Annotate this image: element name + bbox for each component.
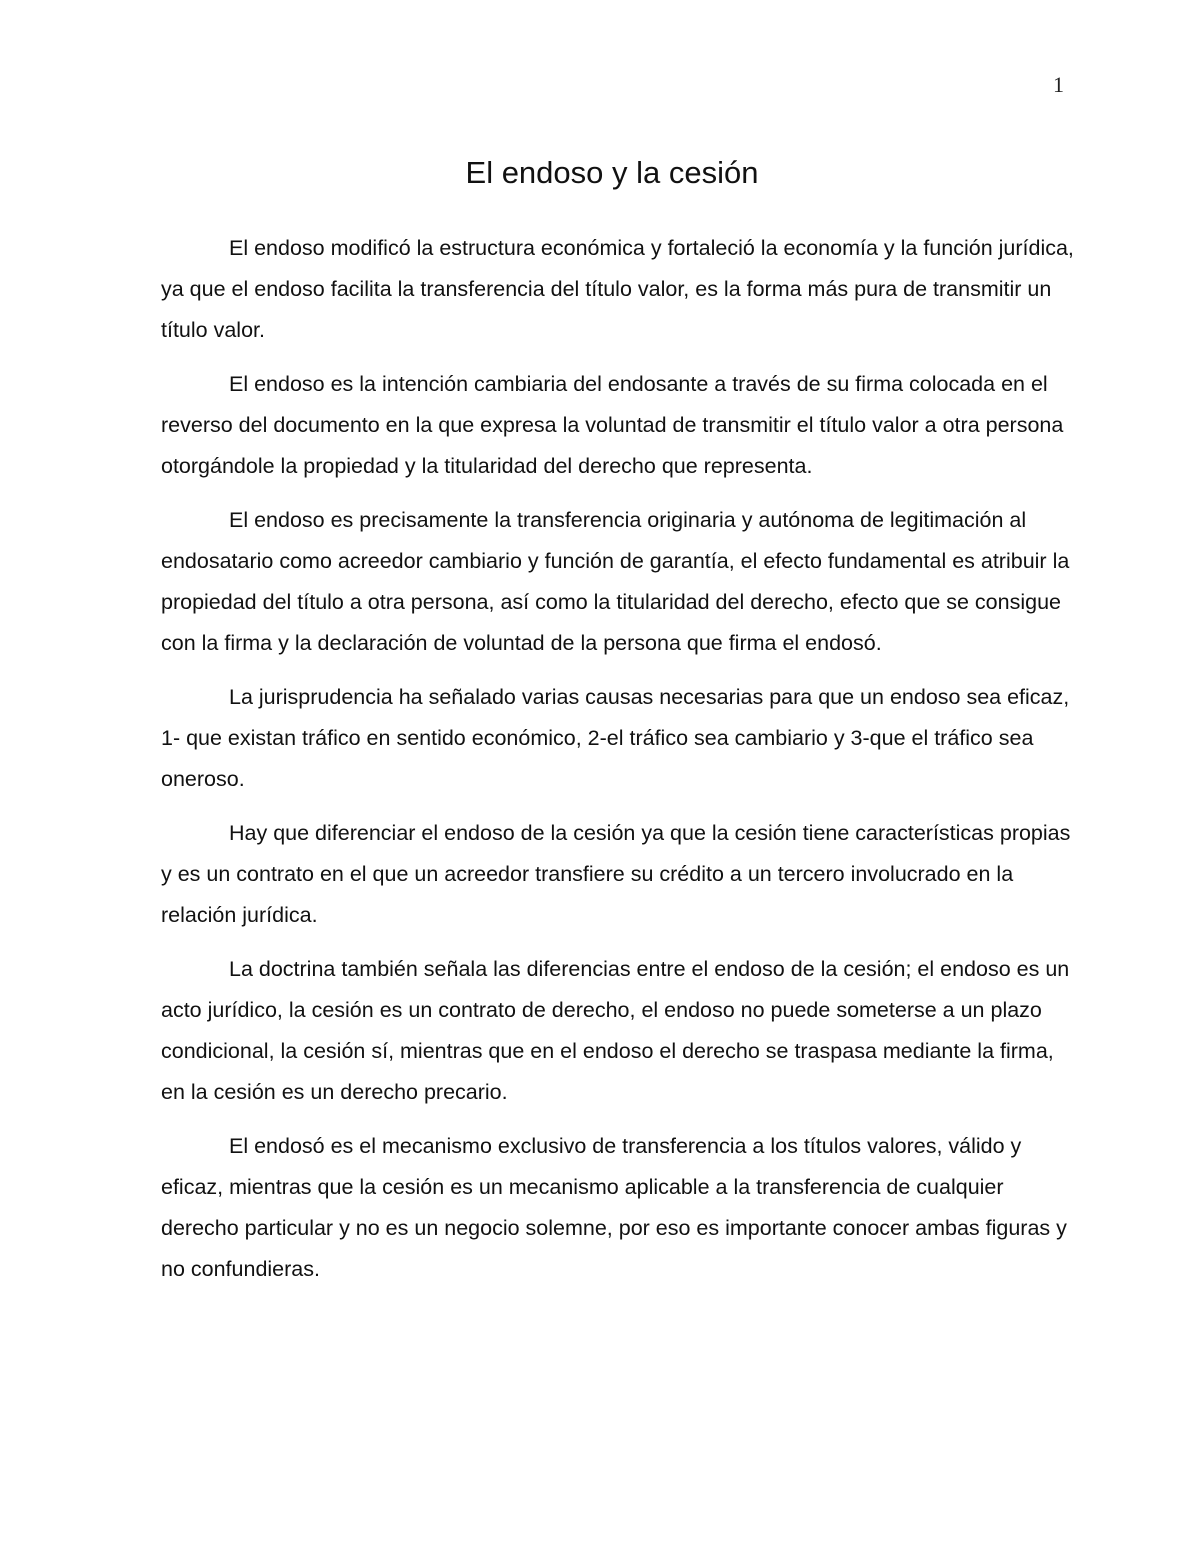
paragraph: La doctrina también señala las diferencias entre el endoso de la cesión; el endoso es un acto jurídico, la cesión es un contrato de derecho, el endoso no puede someterse a un plazo condicional, la cesión sí, mientras que en el endoso el derecho se traspasa mediante la firma, en la cesión es un derecho precario.: [161, 957, 1070, 1104]
document-body: [161, 228, 1074, 1303]
paragraph: El endosó es el mecanismo exclusivo de transferencia a los títulos valores, válido y eficaz, mientras que la cesión es un mecanismo aplicable a la transferencia de cualquier derecho particular y no es un negocio solemne, por eso es importante conocer ambas figuras y no confundieras.: [161, 1134, 1067, 1281]
paragraph: El endoso es la intención cambiaria del endosante a través de su firma colocada en el reverso del documento en la que expresa la voluntad de transmitir el título valor a otra persona otorgándole la propiedad y la titularidad del derecho que representa.: [161, 372, 1064, 478]
paragraph: El endoso modificó la estructura económica y fortaleció la economía y la función jurídica, ya que el endoso facilita la transferencia del título valor, es la forma más pura de transmitir un título valor.: [161, 236, 1074, 342]
paragraph: La jurisprudencia ha señalado varias causas necesarias para que un endoso sea eficaz, 1- que existan tráfico en sentido económico, 2-el tráfico sea cambiario y 3-que el tráfico sea oneroso.: [161, 685, 1070, 791]
paragraph: El endoso es precisamente la transferencia originaria y autónoma de legitimación al endosatario como acreedor cambiario y función de garantía, el efecto fundamental es atribuir la propiedad del título a otra persona, así como la titularidad del derecho, efecto que se consigue con la firma y la declaración de voluntad de la persona que firma el endosó.: [161, 508, 1070, 655]
paragraph: Hay que diferenciar el endoso de la cesión ya que la cesión tiene características propias y es un contrato en el que un acreedor transfiere su crédito a un tercero involucrado en la relación jurídica.: [161, 821, 1071, 927]
page-number: 1: [1053, 72, 1064, 97]
document-title: El endoso y la cesión: [465, 155, 759, 190]
